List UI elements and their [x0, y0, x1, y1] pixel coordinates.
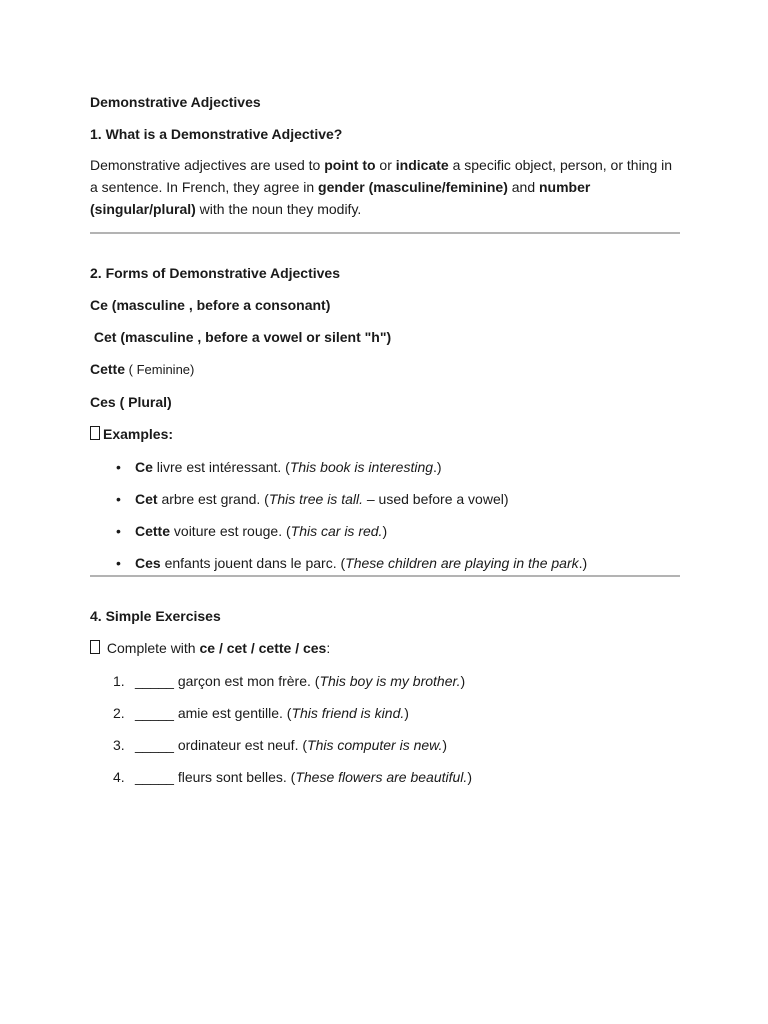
form-ces: Ces ( Plural) [90, 394, 172, 410]
example-end: – used before a vowel) [362, 491, 509, 507]
section-1-paragraph [90, 154, 680, 220]
examples-list [90, 457, 680, 585]
exercise-list [90, 671, 680, 799]
exercise-translation: These flowers are beautiful. [295, 769, 468, 785]
example-text: enfants jouent dans le parc. ( [160, 555, 346, 571]
para-text: or [375, 157, 396, 173]
example-translation: This tree is tall. [268, 491, 363, 507]
missing-glyph-icon [90, 426, 100, 440]
example-end: ) [382, 523, 388, 539]
section-2-heading: 2. Forms of Demonstrative Adjectives [90, 265, 341, 281]
doc-title: Demonstrative Adjectives [90, 94, 261, 110]
list-item [90, 735, 680, 767]
section-1-heading: 1. What is a Demonstrative Adjective? [90, 126, 343, 142]
list-item [90, 703, 680, 735]
exercise-end: ) [460, 673, 466, 689]
exercise-text: _____ garçon est mon frère. ( [135, 673, 320, 689]
exercise-instruction [90, 639, 680, 657]
examples-label-text: Examples: [103, 426, 174, 442]
exercise-text: _____ ordinateur est neuf. ( [135, 737, 308, 753]
exercise-end: ) [404, 705, 409, 721]
exercise-end: ) [442, 737, 448, 753]
example-word: Cette [135, 523, 171, 539]
example-text: arbre est grand. ( [157, 491, 269, 507]
bullet-icon: • [116, 555, 121, 571]
list-item [90, 489, 680, 521]
form-cet: Cet (masculine , before a vowel or silent "h") [90, 329, 392, 345]
list-item [90, 521, 680, 553]
example-end: .) [433, 459, 442, 475]
horizontal-rule [90, 232, 680, 234]
exercise-text: _____ fleurs sont belles. ( [135, 769, 296, 785]
instruction-text: Complete with [103, 640, 200, 656]
section-4-heading: 4. Simple Exercises [90, 608, 221, 624]
bullet-icon: • [116, 459, 121, 475]
item-number: 4. [113, 769, 125, 785]
exercise-end: ) [467, 769, 472, 785]
bullet-icon: • [116, 523, 121, 539]
item-number: 1. [113, 673, 125, 689]
list-item [90, 671, 680, 703]
para-bold-indicate: indicate [395, 157, 449, 173]
exercise-translation: This friend is kind. [291, 705, 405, 721]
list-item [90, 457, 680, 489]
item-number: 3. [113, 737, 125, 753]
list-item [90, 553, 680, 585]
exercise-translation: This boy is my brother. [319, 673, 461, 689]
list-item [90, 767, 680, 799]
para-text: and [507, 179, 539, 195]
para-bold-point-to: point to [324, 157, 376, 173]
para-text: a specific object, person, or thing in a sentence. In French, they agree in [90, 157, 673, 195]
para-text: with the noun they modify. [195, 201, 362, 217]
example-translation: This book is interesting [289, 459, 434, 475]
para-bold-gender: gender (masculine/feminine) [318, 179, 508, 195]
example-word: Ces [135, 555, 161, 571]
instruction-end: : [326, 640, 331, 656]
missing-glyph-icon [90, 640, 100, 654]
form-cette-note: ( Feminine) [125, 362, 195, 377]
exercise-translation: This computer is new. [307, 737, 443, 753]
example-text: livre est intéressant. ( [152, 459, 290, 475]
examples-label [90, 425, 680, 443]
example-end: .) [578, 555, 588, 571]
exercise-text: _____ amie est gentille. ( [135, 705, 292, 721]
form-ce: Ce (masculine , before a consonant) [90, 297, 331, 313]
example-word: Ce [135, 459, 153, 475]
item-number: 2. [113, 705, 125, 721]
bullet-icon: • [116, 491, 121, 507]
instruction-options: ce / cet / cette / ces [199, 640, 327, 656]
para-text: Demonstrative adjectives are used to [90, 157, 325, 173]
example-translation: These children are playing in the park [345, 555, 579, 571]
example-word: Cet [135, 491, 158, 507]
form-cette [90, 360, 680, 379]
example-translation: This car is red. [290, 523, 383, 539]
para-bold-number: number (singular/plural) [90, 179, 591, 217]
example-text: voiture est rouge. ( [170, 523, 291, 539]
document-content [90, 93, 680, 799]
form-cette-word: Cette [90, 361, 126, 377]
